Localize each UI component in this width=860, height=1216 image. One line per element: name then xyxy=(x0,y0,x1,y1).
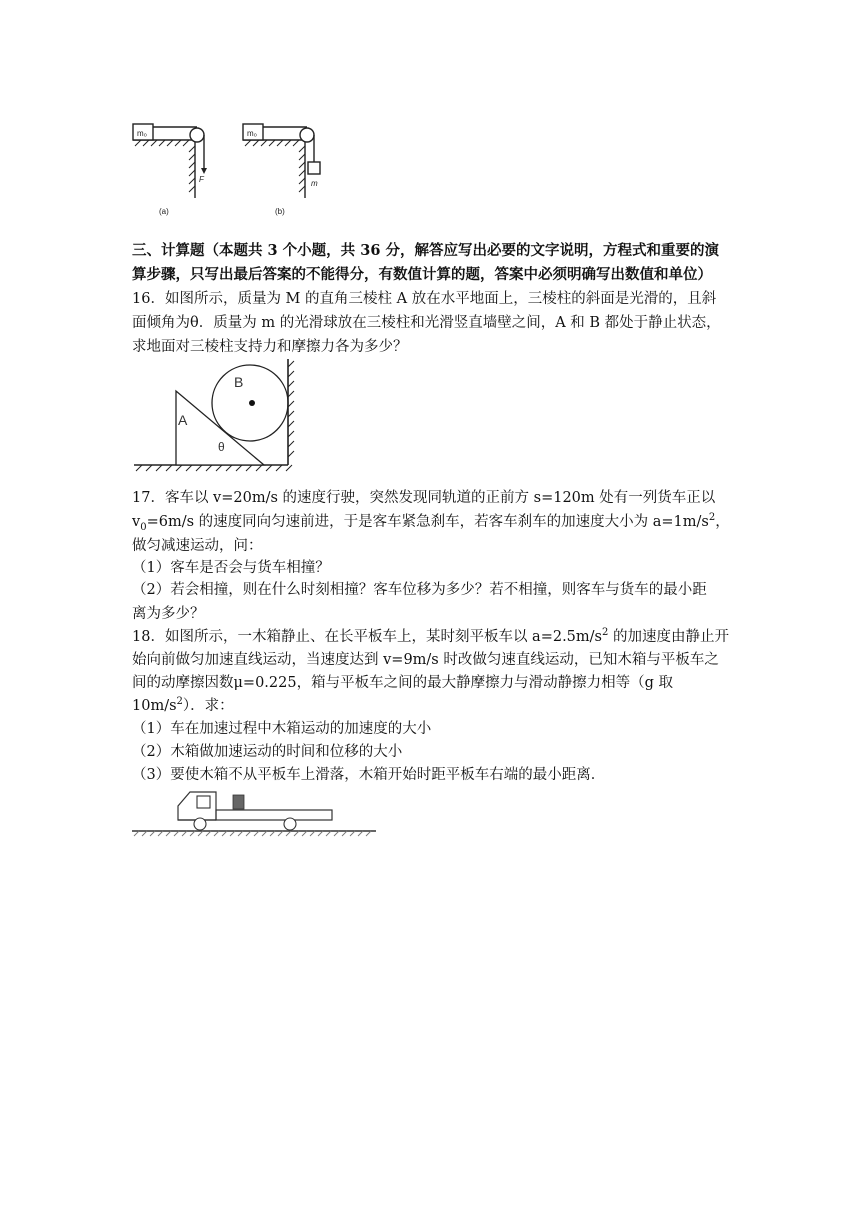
section-heading-line2: 算步骤，只写出最后答案的不能得分，有数值计算的题，答案中必须明确写出数值和单位） xyxy=(132,266,712,283)
q18-text-line4 xyxy=(132,696,234,716)
fig-label-a: A xyxy=(178,412,188,428)
q17-v0-symbol: v xyxy=(132,514,141,530)
pulley-figure xyxy=(125,112,335,224)
fig-label-theta: θ xyxy=(218,440,225,454)
fig-b-hanging-label: m xyxy=(311,179,318,188)
q18-text-line3: 间的动摩擦因数μ=0.225，箱与平板车之间的最大静摩擦力与滑动静擦力相等（g 取 xyxy=(132,675,673,691)
q18-part1: （1）车在加速过程中木箱运动的加速度的大小 xyxy=(132,721,432,737)
fig-a-block-label: m₀ xyxy=(137,129,147,138)
q16-text-line1: 16．如图所示，质量为 M 的直角三棱柱 A 放在水平地面上，三棱柱的斜面是光滑的，且斜 xyxy=(132,291,717,307)
q18-g-value: 10m/s xyxy=(132,698,177,714)
q18-text-line2: 始向前做匀加速直线运动，当速度达到 v=9m/s 时改做匀速直线运动，已知木箱与平板车之 xyxy=(132,652,719,668)
q18-part3: （3）要使木箱不从平板车上滑落，木箱开始时距平板车右端的最小距离． xyxy=(132,767,606,783)
q16-text-line3: 求地面对三棱柱支持力和摩擦力各为多少？ xyxy=(132,339,408,355)
q17-text-line2 xyxy=(132,512,730,532)
fig-b-caption: (b) xyxy=(275,207,285,216)
q16-text-line2: 面倾角为θ．质量为 m 的光滑球放在三棱柱和光滑竖直墙壁之间，A 和 B 都处于静止状态， xyxy=(132,315,721,331)
q18-line1-tail: 的加速度由静止开 xyxy=(608,629,729,645)
q18-text-line1 xyxy=(132,627,729,647)
q17-accel-exponent: 2 xyxy=(708,512,716,524)
q18-part2: （2）木箱做加速运动的时间和位移的大小 xyxy=(132,744,403,760)
q17-part1: （1）客车是否会与货车相撞？ xyxy=(132,560,330,576)
fig-label-b: B xyxy=(234,374,244,390)
q17-line2-tail: ， xyxy=(715,514,730,530)
fig-b-block-label: m₀ xyxy=(247,129,257,138)
q17-v0-subscript: 0 xyxy=(140,521,147,533)
q18-line4-tail: ）．求： xyxy=(182,698,234,714)
q17-line2-main: =6m/s 的速度同向匀速前进，于是客车紧急刹车，若客车刹车的加速度大小为 a=1m/s xyxy=(146,514,709,530)
q17-text-line1: 17．客车以 v=20m/s 的速度行驶，突然发现同轨道的正前方 s=120m 处有一列货车正以 xyxy=(132,490,716,506)
q16-wedge-ball-figure xyxy=(132,357,304,483)
q18-truck-figure xyxy=(130,784,378,844)
q17-text-line3: 做匀减速运动，问： xyxy=(132,538,263,554)
q17-part2-line2: 离为多少？ xyxy=(132,606,205,622)
q17-part2-line1: （2）若会相撞，则在什么时刻相撞？客车位移为多少？若不相撞，则客车与货车的最小距 xyxy=(132,582,707,598)
section-heading-line1: 三、计算题（本题共 3 个小题，共 36 分，解答应写出必要的文字说明，方程式和重要的演 xyxy=(132,242,719,259)
q18-line1-main: 18．如图所示，一木箱静止、在长平板车上，某时刻平板车以 a=2.5m/s xyxy=(132,629,602,645)
q18-g-exponent: 2 xyxy=(176,696,183,708)
fig-a-force-label: F xyxy=(199,175,204,184)
fig-a-caption: (a) xyxy=(159,207,169,216)
q18-accel-exponent: 2 xyxy=(602,627,609,639)
